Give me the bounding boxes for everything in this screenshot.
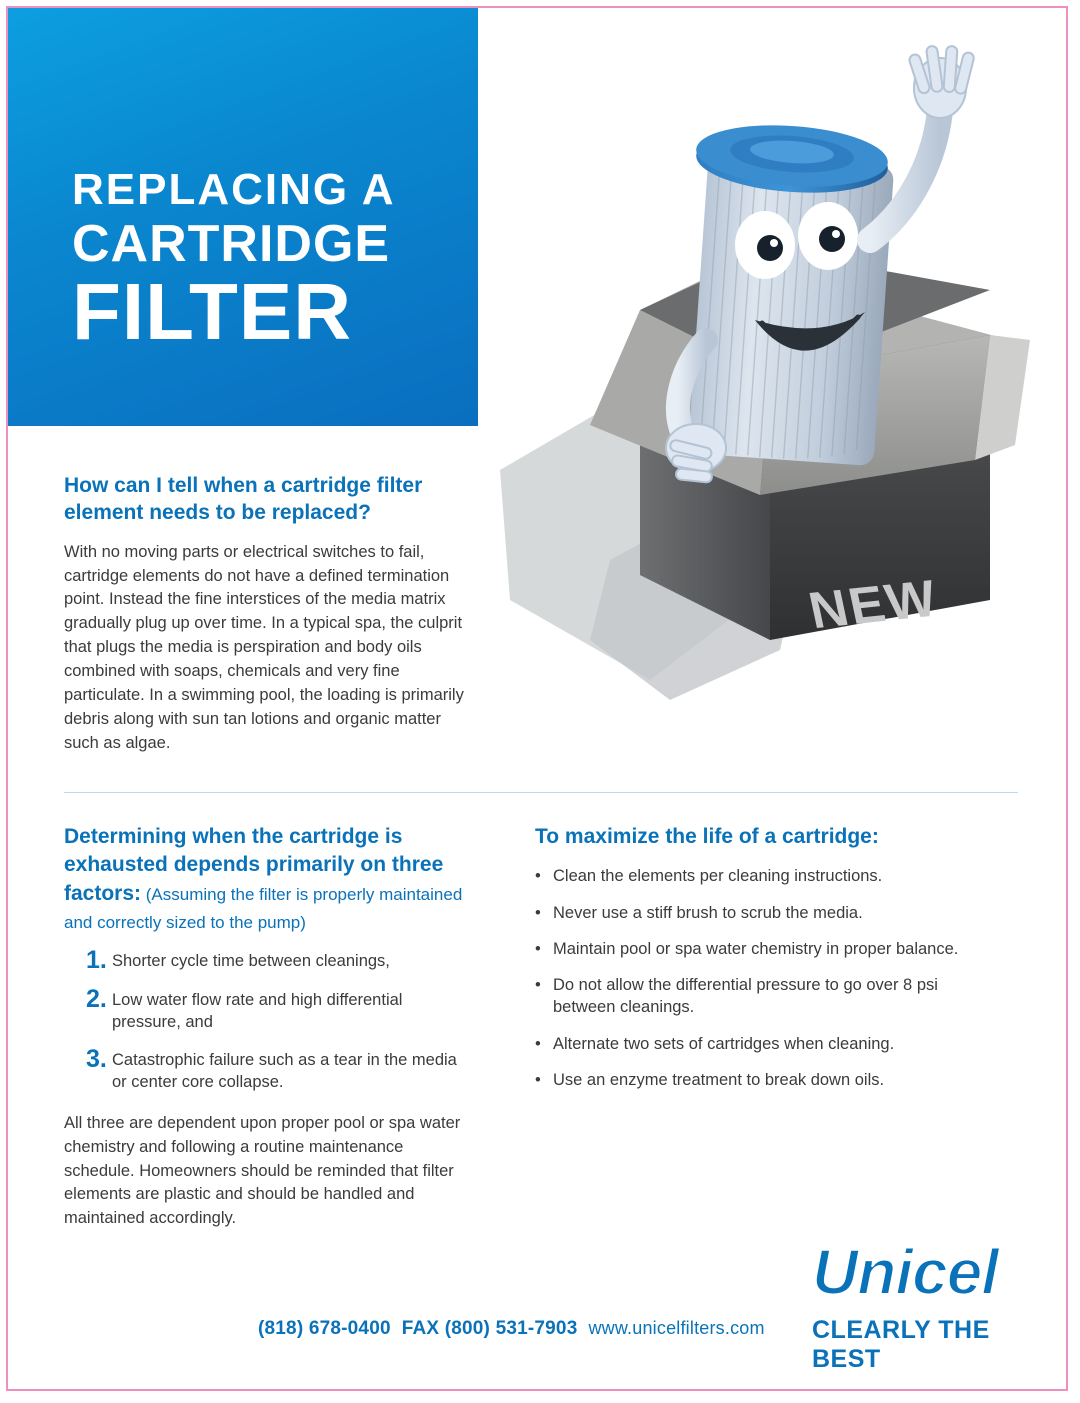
section2-heading-bold: Determining when the cartridge is exhausted depends primarily on three factors:	[64, 825, 444, 905]
footer-website[interactable]: www.unicelfilters.com	[588, 1318, 765, 1338]
list-text: Shorter cycle time between cleanings,	[112, 952, 390, 971]
list-item: • Use an enzyme treatment to break down oils.	[535, 1069, 995, 1091]
list-item	[64, 984, 474, 1034]
logo-tagline: CLEARLY THE BEST	[812, 1316, 990, 1373]
logo-wordmark	[812, 1236, 1046, 1308]
section2-heading	[64, 823, 474, 936]
section2-heading-note: (Assuming the filter is properly maintained and correctly sized to the pump)	[64, 884, 463, 933]
list-text: Low water flow rate and high differential pressure, and	[112, 990, 403, 1031]
list-number: 1.	[86, 946, 107, 975]
section1-body: With no moving parts or electrical switches to fail, cartridge elements do not have a defined termination point. Instead the fine interstices of the media matrix gradually plug up over time. In a typical spa, the culprit that plugs the media is perspiration and body oils combined with soaps, chemicals and very fine particulate. In a swimming pool, the loading is primarily debris along with sun tan lotions and organic matter such as algae.	[64, 542, 464, 752]
list-item: • Alternate two sets of cartridges when cleaning.	[535, 1033, 995, 1055]
section2-tail-text: All three are dependent upon proper pool or spa water chemistry and following a routine maintenance schedule. Homeowners should be reminded that filter elements are plastic and should be handled and maintained accordingly.	[64, 1113, 461, 1228]
three-factors-list	[64, 946, 474, 1093]
section1-heading: How can I tell when a cartridge filter element needs to be replaced?	[64, 474, 423, 525]
title-line-2: CARTRIDGE	[72, 215, 391, 273]
footer-phone: (818) 678-0400	[258, 1318, 391, 1339]
page-title	[72, 165, 472, 356]
list-item: • Do not allow the differential pressure to go over 8 psi between cleanings.	[535, 974, 995, 1019]
list-item	[64, 1045, 474, 1094]
list-item: • Clean the elements per cleaning instructions.	[535, 865, 995, 887]
title-line-1: REPLACING A	[72, 165, 396, 214]
title-line-3: FILTER	[72, 267, 353, 356]
section-maximize-life	[535, 823, 995, 1105]
section-replacement-indicator	[64, 472, 476, 756]
box-new-label: NEW	[803, 569, 944, 641]
footer-contact	[258, 1318, 765, 1340]
section-divider	[64, 792, 1018, 793]
list-number: 3.	[86, 1045, 107, 1074]
cartridge-mascot-illustration	[470, 40, 1070, 740]
logo-text: Unicel	[812, 1236, 999, 1308]
list-item: • Maintain pool or spa water chemistry in proper balance.	[535, 938, 995, 960]
list-item	[64, 946, 474, 975]
list-text: Catastrophic failure such as a tear in the media or center core collapse.	[112, 1051, 457, 1092]
registered-trademark-icon: ®	[1035, 1243, 1046, 1260]
unicel-logo	[812, 1236, 1046, 1373]
section-three-factors	[64, 823, 474, 1248]
header-banner	[8, 8, 478, 426]
section3-heading: To maximize the life of a cartridge:	[535, 825, 879, 848]
footer-fax: FAX (800) 531-7903	[401, 1318, 578, 1339]
list-number: 2.	[86, 984, 107, 1013]
maximize-life-list	[535, 865, 995, 1091]
list-item: • Never use a stiff brush to scrub the media.	[535, 902, 995, 924]
